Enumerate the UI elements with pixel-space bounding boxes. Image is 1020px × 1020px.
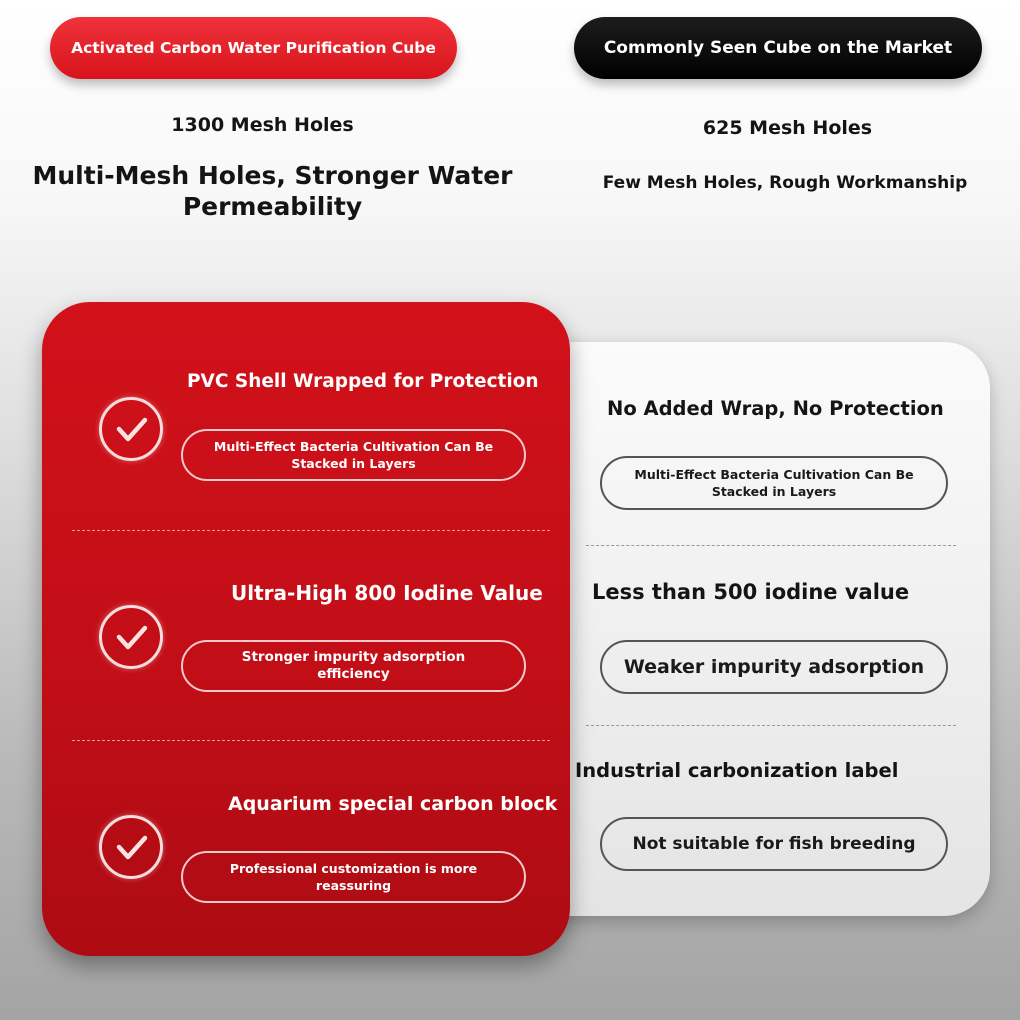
competitor-feature-detail: Not suitable for fish breeding (600, 817, 948, 871)
check-circle-icon (99, 815, 163, 879)
product-feature-detail: Professional customization is more reassuring (181, 851, 526, 903)
competitor-feature-detail: Weaker impurity adsorption (600, 640, 948, 694)
competitor-feature-title: No Added Wrap, No Protection (607, 397, 944, 420)
product-feature-title: Aquarium special carbon block (228, 793, 558, 815)
competitor-summary: Few Mesh Holes, Rough Workmanship (602, 173, 968, 193)
competitor-feature-title: Less than 500 iodine value (592, 580, 910, 604)
divider (72, 530, 550, 531)
check-circle-icon (99, 397, 163, 461)
product-feature-detail: Stronger impurity adsorption efficiency (181, 640, 526, 692)
product-feature-title: PVC Shell Wrapped for Protection (187, 371, 539, 392)
product-feature-detail: Multi-Effect Bacteria Cultivation Can Be Stacked in Layers (181, 429, 526, 481)
divider (586, 725, 956, 726)
divider (72, 740, 550, 741)
product-summary: Multi-Mesh Holes, Stronger Water Permeability (32, 161, 513, 221)
competitor-feature-title: Industrial carbonization label (575, 759, 899, 782)
divider (586, 545, 956, 546)
product-label-pill: Activated Carbon Water Purification Cube (50, 17, 457, 79)
competitor-mesh-count: 625 Mesh Holes (702, 117, 873, 139)
competitor-feature-detail: Multi-Effect Bacteria Cultivation Can Be Stacked in Layers (600, 456, 948, 510)
competitor-label-pill: Commonly Seen Cube on the Market (574, 17, 982, 79)
product-feature-title: Ultra-High 800 Iodine Value (231, 581, 543, 605)
product-mesh-count: 1300 Mesh Holes (171, 114, 354, 136)
check-circle-icon (99, 605, 163, 669)
